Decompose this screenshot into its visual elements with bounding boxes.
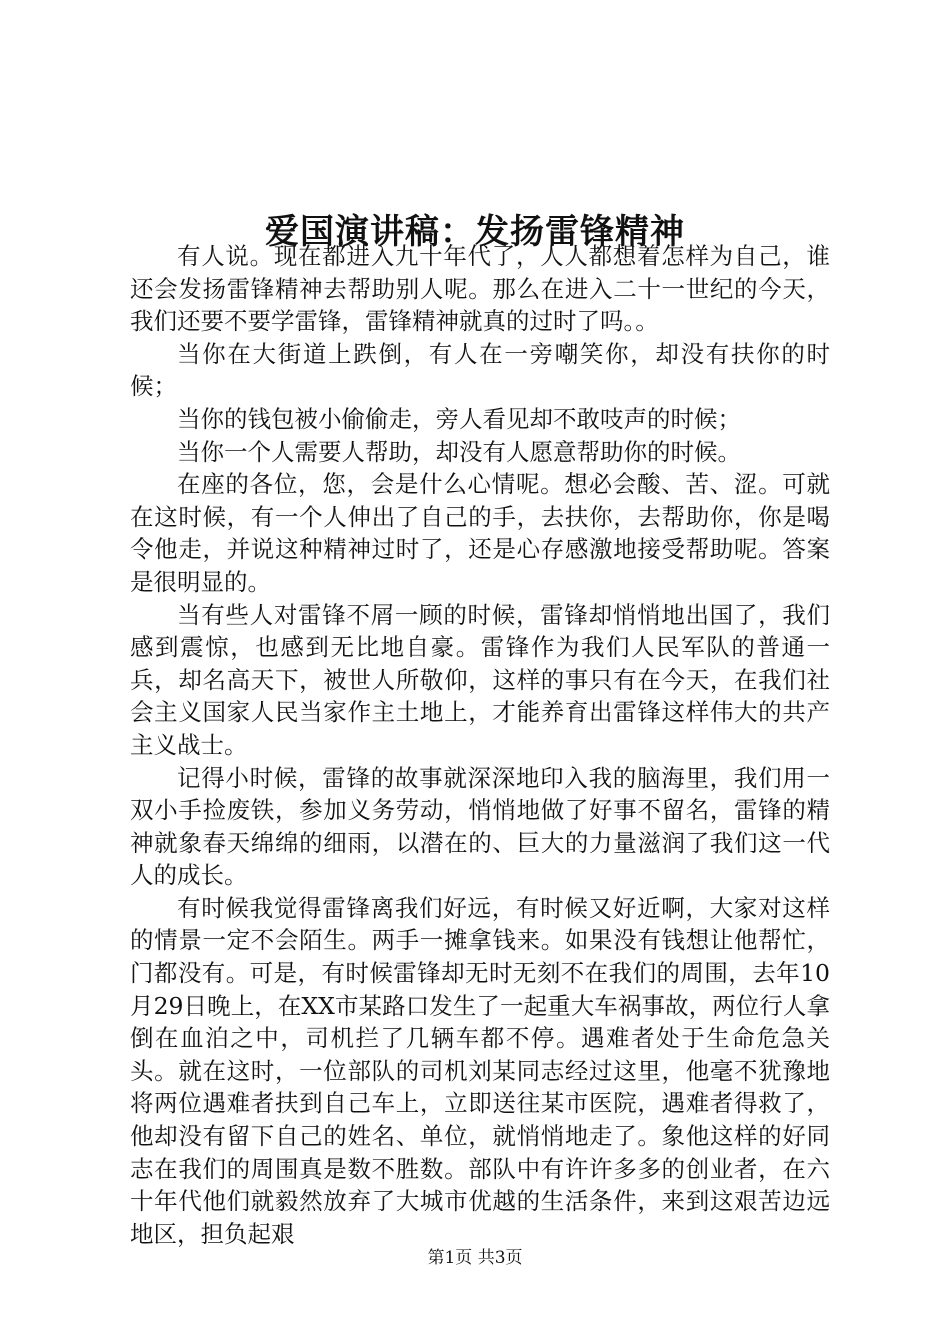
page-number-footer: 第1页 共3页	[427, 1248, 523, 1268]
document-title: 爱国演讲稿：发扬雷锋精神	[265, 211, 685, 252]
paragraph: 当你一个人需要人帮助，却没有人愿意帮助你的时候。	[177, 437, 741, 466]
paragraph: 当你的钱包被小偷偷走，旁人看见却不敢吱声的时候；	[177, 404, 741, 433]
paragraph: 当你在大街道上跌倒，有人在一旁嘲笑你，却没有扶你的时候；	[130, 339, 830, 401]
paragraph: 当有些人对雷锋不屑一顾的时候，雷锋却悄悄地出国了，我们感到震惊，也感到无比地自豪。雷锋作为我们人民军队的普通一兵，却名高天下，被世人所敬仰，这样的事只有在今天，在我们社会主义国家人民当家作主土地上，才能养育出雷锋这样伟大的共产主义战士。	[130, 600, 830, 759]
paragraph: 有人说。现在都进入九十年代了，人人都想着怎样为自己，谁还会发扬雷锋精神去帮助别人呢。那么在进入二十一世纪的今天，我们还要不要学雷锋，雷锋精神就真的过时了吗。。	[130, 242, 830, 336]
paragraph: 在座的各位，您，会是什么心情呢。想必会酸、苦、涩。可就在这时候，有一个人伸出了自己的手，去扶你，去帮助你，你是喝令他走，并说这种精神过时了，还是心存感激地接受帮助呢。答案是很明显的。	[130, 470, 830, 596]
paragraph: 记得小时候，雷锋的故事就深深地印入我的脑海里，我们用一双小手捡废铁，参加义务劳动，悄悄地做了好事不留名，雷锋的精神就象春天绵绵的细雨，以潜在的、巨大的力量滋润了我们这一代人的成长。	[130, 763, 830, 890]
paragraph: 有时候我觉得雷锋离我们好远，有时候又好近啊，大家对这样的情景一定不会陌生。两手一摊拿钱来。如果没有钱想让他帮忙，门都没有。可是，有时候雷锋却无时无刻不在我们的周围，去年10月29日晚上，在XX市某路口发生了一起重大车祸事故，两位行人拿倒在血泊之中，司机拦了几辆车都不停。遇难者处于生命危急关头。就在这时，一位部队的司机刘某同志经过这里，他毫不犹豫地将两位遇难者扶到自己车上，立即送往某市医院，遇难者得救了，他却没有留下自己的姓名、单位，就悄悄地走了。象他这样的好同志在我们的周围真是数不胜数。部队中有许许多多的创业者，在六十年代他们就毅然放弃了大城市优越的生活条件，来到这艰苦边远地区，担负起艰	[130, 893, 830, 1248]
document-body	[130, 240, 830, 1250]
